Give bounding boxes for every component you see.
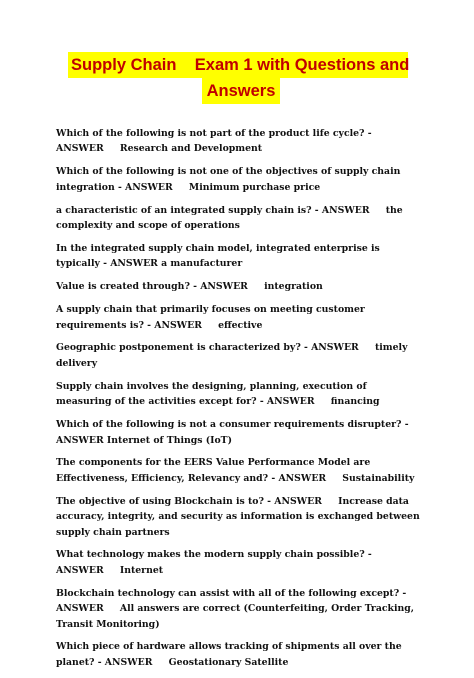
qa-item-14: Which piece of hardware allows tracking of shipments all over the planet? - ANSWER Geostationary Satellite [56, 641, 405, 668]
qa-item-6: A supply chain that primarily focuses on meeting customer requirements is? - ANSWER effective [56, 304, 369, 331]
qa-item-3: a characteristic of an integrated supply chain is? - ANSWER the complexity and scope of operations [56, 204, 406, 232]
qa-item-12: What technology makes the modern supply chain possible? - ANSWER Internet [56, 549, 376, 576]
qa-item-8: Supply chain involves the designing, planning, execution of measuring of the activities except for? - ANSWER financing [56, 380, 380, 408]
qa-item-4: In the integrated supply chain model, integrated enterprise is typically - ANSWER a manufacturer [56, 242, 383, 270]
title-line-2: Answers [202, 78, 280, 104]
qa-item-10: The components for the EERS Value Performance Model are Effectiveness, Efficiency, Relevancy and? - ANSWER Sustainability [56, 457, 415, 484]
qa-item-5: Value is created through? - ANSWER integration [56, 281, 323, 293]
qa-item-1: Which of the following is not part of the product life cycle? - ANSWER Research and Development [56, 128, 375, 155]
question-answer-list [56, 126, 423, 678]
qa-item-9: Which of the following is not a consumer requirements disrupter? - ANSWER Internet of Things (IoT) [56, 419, 412, 446]
qa-item-13: Blockchain technology can assist with all of the following except? - ANSWER All answers are correct (Counterfeiting, Order Tracking, Transit Monitoring) [56, 587, 418, 630]
qa-item-7: Geographic postponement is characterized by? - ANSWER timely delivery [56, 342, 411, 369]
qa-item-2: Which of the following is not one of the objectives of supply chain integration - ANSWER Minimum purchase price [56, 166, 404, 193]
title-line-1: Supply Chain Exam 1 with Questions and [68, 52, 408, 78]
qa-item-11: The objective of using Blockchain is to? - ANSWER Increase data accuracy, integrity, and security as information is exchanged between supply chain partners [56, 495, 423, 538]
